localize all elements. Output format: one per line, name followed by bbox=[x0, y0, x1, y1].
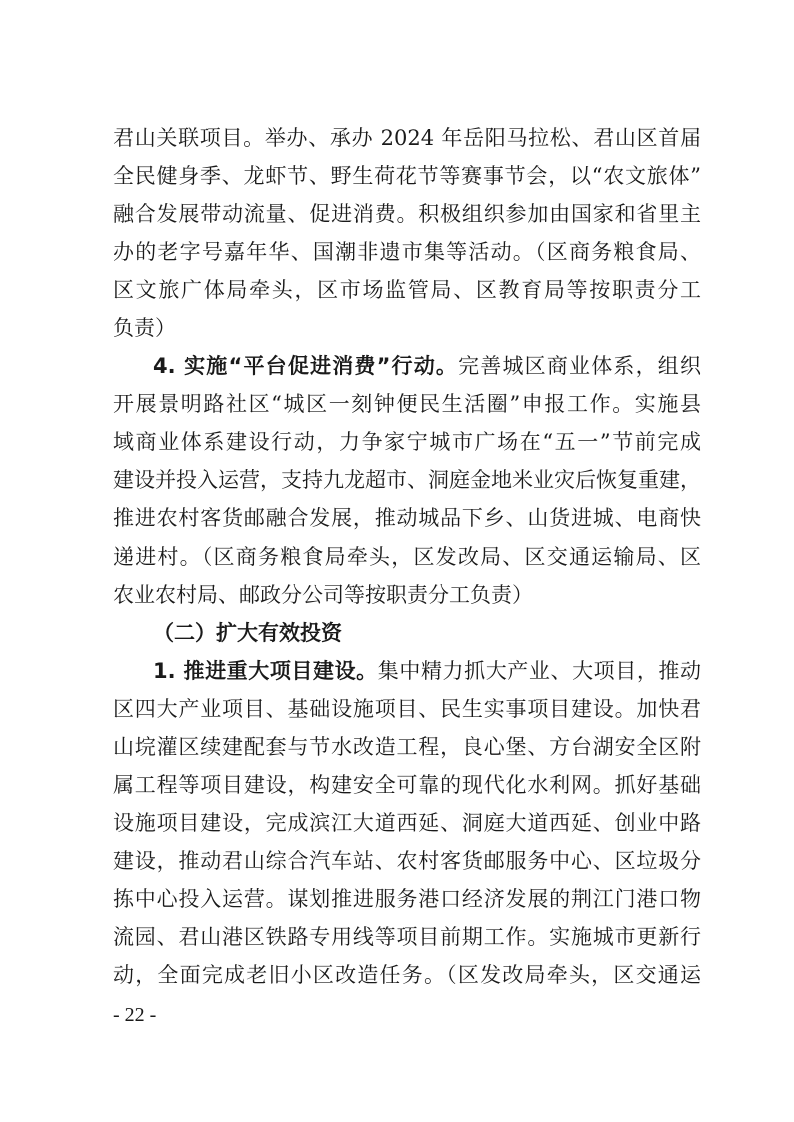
text-line: 区四大产业项目、基础设施项目、民生实事项目建设。加快君 bbox=[113, 696, 701, 721]
text-line: 属工程等项目建设，构建安全可靠的现代化水利网。抓好基础 bbox=[113, 772, 701, 797]
text-line: 全民健身季、龙虾节、野生荷花节等赛事节会，以“农文旅体” bbox=[113, 164, 701, 189]
text-line: 农业农村局、邮政分公司等按职责分工负责） bbox=[113, 582, 533, 607]
text-line: 君山关联项目。举办、承办 2024 年岳阳马拉松、君山区首届 bbox=[113, 126, 701, 150]
document-body bbox=[113, 119, 701, 994]
item-4-title: 4. 实施“平台促进消费”行动。 bbox=[153, 354, 459, 379]
text-line: 动，全面完成老旧小区改造任务。（区发改局牵头，区交通运 bbox=[113, 963, 701, 988]
text-line: 开展景明路社区“城区一刻钟便民生活圈”申报工作。实施县 bbox=[113, 392, 701, 417]
section-heading: （二）扩大有效投资 bbox=[153, 620, 342, 645]
text-line: 建设，推动君山综合汽车站、农村客货邮服务中心、区垃圾分 bbox=[113, 848, 701, 873]
text-line: 推进农村客货邮融合发展，推动城品下乡、山货进城、电商快 bbox=[113, 506, 701, 531]
page-number: - 22 - bbox=[113, 1004, 157, 1026]
text-line: 区文旅广体局牵头，区市场监管局、区教育局等按职责分工 bbox=[113, 278, 701, 303]
text-line: 递进村。（区商务粮食局牵头，区发改局、区交通运输局、区 bbox=[113, 544, 701, 569]
text-line: 山垸灌区续建配套与节水改造工程，良心堡、方台湖安全区附 bbox=[113, 734, 701, 759]
text-line: 域商业体系建设行动，力争家宁城市广场在“五一”节前完成 bbox=[113, 430, 701, 455]
text-line: 设施项目建设，完成滨江大道西延、洞庭大道西延、创业中路 bbox=[113, 810, 701, 835]
text-line: 办的老字号嘉年华、国潮非遗市集等活动。（区商务粮食局、 bbox=[113, 240, 701, 265]
item-1-title: 1. 推进重大项目建设。 bbox=[153, 658, 378, 683]
text-segment: 完善城区商业体系，组织 bbox=[458, 354, 701, 379]
text-segment: 集中精力抓大产业、大项目，推动 bbox=[377, 658, 702, 683]
item-1-first-line bbox=[113, 652, 701, 690]
text-line: 融合发展带动流量、促进消费。积极组织参加由国家和省里主 bbox=[113, 202, 701, 227]
text-line: 负责） bbox=[113, 316, 176, 341]
item-4-first-line bbox=[113, 347, 701, 385]
text-line: 建设并投入运营，支持九龙超市、洞庭金地米业灾后恢复重建， bbox=[113, 468, 701, 493]
text-line: 拣中心投入运营。谋划推进服务港口经济发展的荆江门港口物 bbox=[113, 886, 701, 911]
text-line: 流园、君山港区铁路专用线等项目前期工作。实施城市更新行 bbox=[113, 924, 701, 949]
